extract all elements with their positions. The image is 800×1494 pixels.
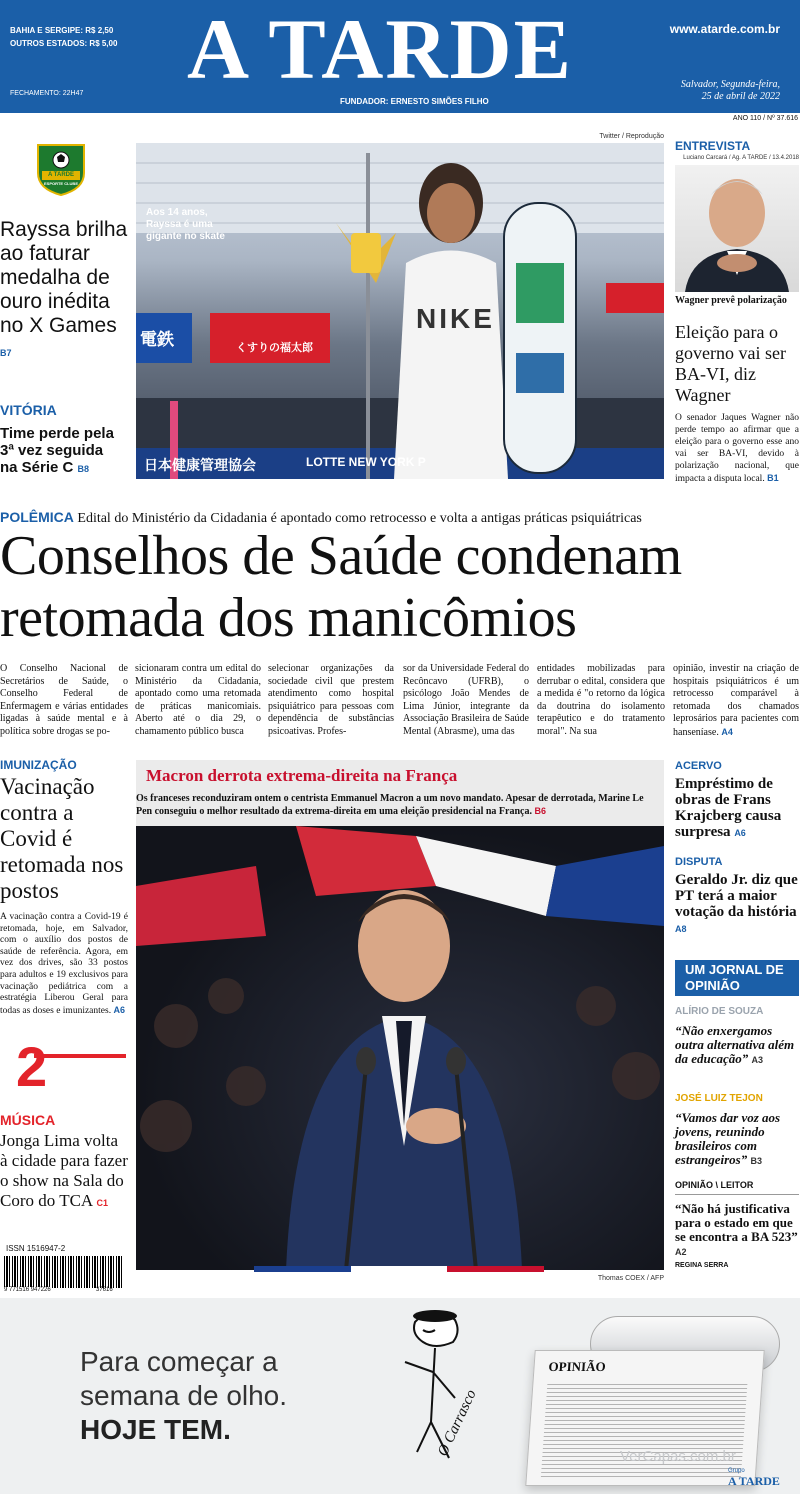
french-flag-strip <box>254 1266 544 1272</box>
interview-kicker: ENTREVISTA <box>675 139 751 153</box>
ad-brand: A TARDE <box>728 1474 780 1488</box>
vaccine-body <box>0 912 128 1017</box>
skate-sign-nike: NIKE <box>416 303 495 334</box>
macron-deck-text: Os franceses reconduziram ontem o centrista Emmanuel Macron a um novo mandato. Apesar de derrotada, Marine Le Pen conseguiu o melhor resultado da extrema-direita em uma eleição presidencial na França. <box>136 793 644 817</box>
disputa-kicker: DISPUTA <box>675 856 723 868</box>
skate-photo-caption: Aos 14 anos, Rayssa é uma gigante no skate <box>146 207 225 242</box>
quote-1[interactable] <box>675 1024 797 1067</box>
section-2-number: 2 <box>16 1035 48 1098</box>
acervo-page-ref: A6 <box>734 828 746 838</box>
macron-illustration <box>136 826 664 1270</box>
music-headline[interactable] <box>0 1131 128 1213</box>
quote-1-page-ref: A3 <box>751 1055 764 1065</box>
issn-label: ISSN 1516947-2 <box>6 1244 66 1253</box>
main-deck-text: Edital do Ministério da Cidadania é apontado como retrocesso e volta a antigas práticas psiquiátricas <box>77 511 642 526</box>
quote-3-text: “Não há justificativa para o estado em que se encontra a BA 523” <box>675 1201 798 1244</box>
raysa-page-ref: B7 <box>0 348 12 358</box>
price-bahia: BAHIA E SERGIPE: R$ 2,50 <box>10 26 114 35</box>
main-column-1: O Conselho Nacional de Secretários de Saúde, o Conselho Federal de Enfermagem e várias entidades ligadas à saúde mental e à política sobre drogas se po- <box>0 663 128 737</box>
paper-title: OPINIÃO <box>548 1359 607 1374</box>
music-headline-text: Jonga Lima volta à cidade para fazer o show na Sala do Coro do TCA <box>0 1131 128 1210</box>
vitoria-kicker: VITÓRIA <box>0 402 57 418</box>
cartoon-figure-icon <box>395 1302 495 1492</box>
section-2-logo <box>4 1035 126 1100</box>
site-url[interactable]: www.atarde.com.br <box>669 22 780 36</box>
section-2-rule <box>34 1054 126 1058</box>
fundador: FUNDADOR: ERNESTO SIMÕES FILHO <box>340 97 489 106</box>
vaccine-body-text: A vacinação contra a Covid-19 é retomada, hoje, em Salvador, com o auxílio dos postos de saúde de referência. Agora, em vez dos drives, são 33 postos para adultos e 19 exclusivos para vacinação pediátrica com a estratégia Liberou Geral para todas as doses e imunizantes. <box>0 912 128 1016</box>
main-kicker: POLÊMICA <box>0 509 74 525</box>
author-1: ALÍRIO DE SOUZA <box>675 1006 764 1017</box>
macron-photo-credit: Thomas COEX / AFP <box>597 1275 664 1282</box>
disputa-page-ref: A8 <box>675 924 687 934</box>
acervo-headline[interactable] <box>675 776 799 841</box>
skate-sign-health: 日本健康管理協会 <box>144 457 256 473</box>
main-column-4: sor da Universidade Federal do Recôncavo (UFRB), o psicólogo João Mendes de Lima Júnior, integrante da Associação Brasileira de Saúde Mental (Abrasme), uma das <box>403 663 529 737</box>
ad-brand-small: Grupo <box>728 1468 745 1474</box>
quote-2-text: “Vamos dar voz aos jovens, reunindo brasileiros com estrangeiros” <box>675 1110 781 1167</box>
quote-1-text: “Não enxergamos outra alternativa além da educação” <box>675 1023 795 1066</box>
disputa-headline-text: Geraldo Jr. diz que PT terá a maior votação da história <box>675 872 798 920</box>
quote-3[interactable] <box>675 1202 799 1259</box>
raysa-headline-text: Rayssa brilha ao faturar medalha de ouro inédita no X Games <box>0 218 128 337</box>
vaccine-page-ref: A6 <box>113 1004 125 1015</box>
ad-watermark: VerCapas.com.br <box>620 1448 736 1465</box>
music-page-ref: C1 <box>96 1198 109 1208</box>
interview-photo-credit: Luciano Carcará / Ag. A TARDE / 13.4.2018 <box>683 155 799 161</box>
interview-body <box>675 412 799 485</box>
paper-sheet <box>525 1350 765 1486</box>
wagner-portrait <box>675 165 799 292</box>
flag-blue <box>254 1266 351 1272</box>
stadium-illustration <box>136 143 664 479</box>
macron-page-ref: B6 <box>534 806 546 816</box>
date-line-1: Salvador, Segunda-feira, <box>680 79 780 90</box>
vaccine-headline[interactable]: Vacinação contra a Covid é retomada nos postos <box>0 774 124 903</box>
cartoon-signature: O Carrasco <box>435 1387 480 1459</box>
main-column-6 <box>673 663 799 739</box>
esporte-clube-badge <box>36 143 86 197</box>
bottom-ad[interactable] <box>0 1298 800 1494</box>
interview-headline[interactable]: Eleição para o governo vai ser BA-VI, diz Wagner <box>675 322 786 405</box>
leitor-rule <box>675 1194 799 1195</box>
disputa-headline[interactable] <box>675 872 799 937</box>
main-column-5: entidades mobilizadas para derrubar o edital, considera que a medida é "o retorno da lógica da doutrina do isolamento terapêutico e do tratamento moral". Na sua <box>537 663 665 737</box>
main-headline-line-2[interactable]: retomada dos manicômios <box>0 587 577 649</box>
main-column-3: selecionar organizações da sociedade civil que prestem atendimento como hospital psiquiátrico para pessoas com dependência de substâncias psicoativas. Profes- <box>268 663 394 737</box>
barcode-suffix: 37616 <box>96 1287 113 1293</box>
quote-2[interactable] <box>675 1111 799 1168</box>
interview-photo-caption: Wagner prevê polarização <box>675 295 787 306</box>
main-headline-line-1[interactable]: Conselhos de Saúde condenam <box>0 525 682 587</box>
edition-number: ANO 110 / Nº 37.616 <box>732 115 798 122</box>
barcode-digits: 9 771516 947226 <box>4 1287 51 1293</box>
acervo-headline-text: Empréstimo de obras de Frans Krajcberg causa surpresa <box>675 776 782 840</box>
vaccine-kicker: IMUNIZAÇÃO <box>0 758 77 772</box>
barcode <box>4 1256 122 1288</box>
quote-2-page-ref: B3 <box>750 1156 762 1166</box>
ad-line-2: semana de olho. <box>80 1380 288 1411</box>
price-outros: OUTROS ESTADOS: R$ 5,00 <box>10 39 118 48</box>
raysa-headline[interactable] <box>0 218 128 365</box>
leitor-kicker: OPINIÃO \ LEITOR <box>675 1180 754 1190</box>
cartoon <box>395 1302 495 1492</box>
badge-sub: ESPORTE CLUBE <box>43 181 78 186</box>
interview-body-text: O senador Jaques Wagner não perde tempo ao afirmar que a eleição para o governo esse ano vai ser BA-VI, devido à polarização nacional, que impacta a disputa local. <box>675 413 799 484</box>
masthead-logo: A TARDE <box>187 1 573 97</box>
acervo-kicker: ACERVO <box>675 760 722 772</box>
music-kicker: MÚSICA <box>0 1112 56 1128</box>
opiniao-box: UM JORNAL DE OPINIÃO <box>675 960 799 996</box>
flag-white <box>351 1266 448 1272</box>
date-line-2: 25 de abril de 2022 <box>701 91 780 102</box>
quote-3-page-ref: A2 <box>675 1247 687 1257</box>
skate-photo-credit: Twitter / Reprodução <box>599 133 664 140</box>
macron-headline[interactable]: Macron derrota extrema-direita na França <box>146 766 458 785</box>
main-column-6-text: opinião, investir na criação de hospitais psiquiátricos é um retrocesso comparável à retomada dos chamados leprosários para pacientes com hanseníase. <box>673 663 799 738</box>
skate-sign-lotte: LOTTE NEW YORK P <box>306 455 426 469</box>
ad-line-3: HOJE TEM. <box>80 1414 231 1445</box>
shield-icon <box>36 143 86 197</box>
main-page-ref: A4 <box>721 726 733 737</box>
fechamento: FECHAMENTO: 22H47 <box>10 90 84 97</box>
macron-photo <box>136 826 664 1270</box>
author-2: JOSÉ LUIZ TEJON <box>675 1093 763 1104</box>
main-column-2: sicionaram contra um edital do Ministério da Cidadania, apontado como uma retomada de práticas manicomiais. Aberto até o dia 29, o chamamento público busca <box>135 663 261 737</box>
badge-label: A TARDE <box>48 172 74 178</box>
skate-sign-dentetsu: 電鉄 <box>140 330 174 349</box>
masthead <box>0 0 800 113</box>
wagner-photo <box>675 165 799 292</box>
vitoria-headline[interactable] <box>0 425 120 478</box>
vitoria-page-ref: B8 <box>77 464 90 474</box>
interview-page-ref: B1 <box>767 473 779 483</box>
vitoria-headline-text: Time perde pela 3ª vez seguida na Série C <box>0 425 114 476</box>
author-3: REGINA SERRA <box>675 1262 729 1269</box>
ad-line-1: Para começar a <box>80 1346 278 1377</box>
flag-red <box>447 1266 544 1272</box>
macron-deck <box>136 792 656 818</box>
skate-sign-pharmacy: くすりの福太郎 <box>236 342 313 354</box>
skate-photo <box>136 143 664 479</box>
